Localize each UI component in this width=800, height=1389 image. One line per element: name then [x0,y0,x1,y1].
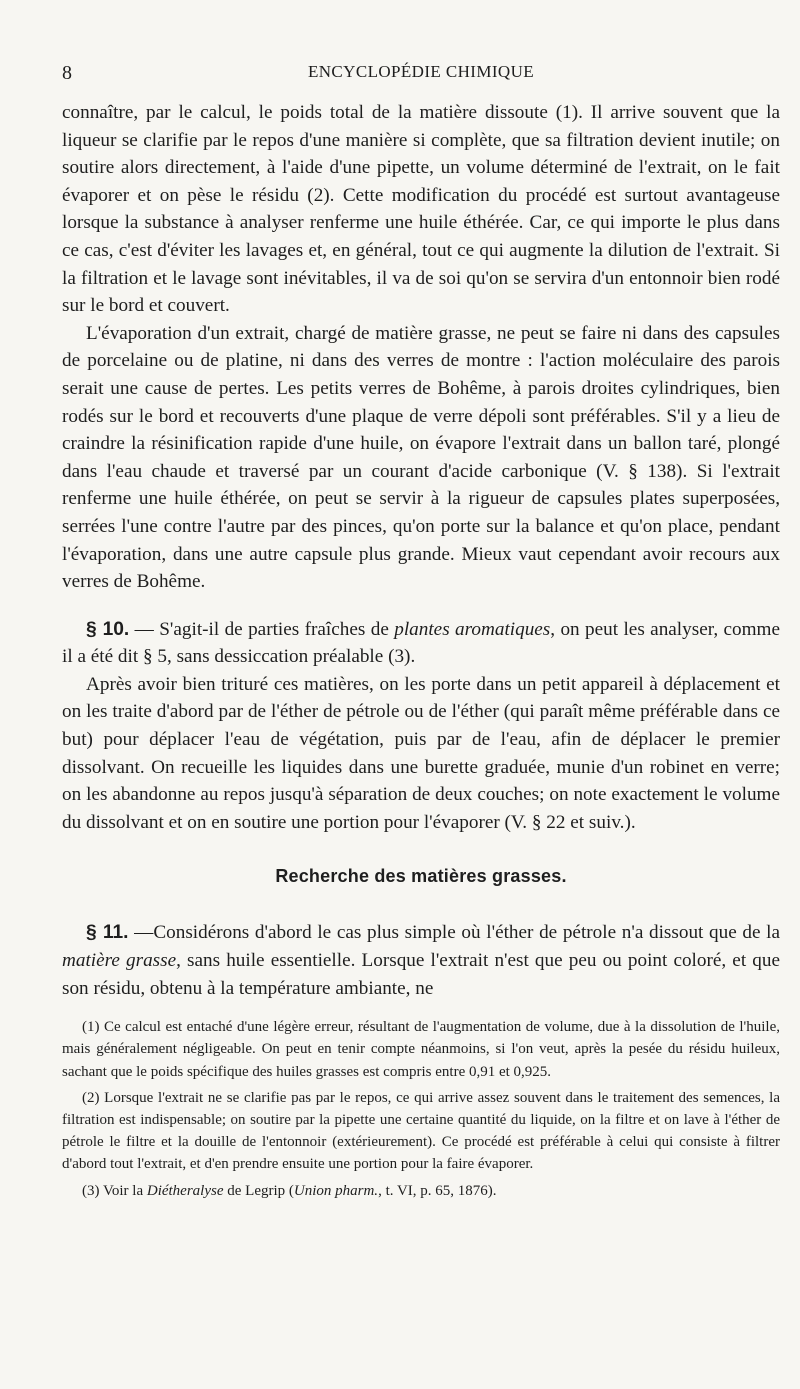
running-head: ENCYCLOPÉDIE CHIMIQUE [307,62,535,81]
section-heading: Recherche des matières grasses. [275,866,567,887]
paragraph-section-11 [62,919,780,1002]
paragraph-continuation: connaître, par le calcul, le poids total de la matière dissoute (1). Il arrive souvent que la liqueur se clarifie par le repos d'une manière si complète, que sa filtration devient inutile; on soutire alors directement, à l'aide d'une pipette, un volume déterminé de l'extrait, on le fait évaporer et on pèse le résidu (2). Cette modification du procédé est surtout avantageuse lorsque la substance à analyser renferme une huile éthérée. Car, ce qui importe le plus dans ce cas, c'est d'éviter les lavages et, en général, tout ce qui augmente la dilution de l'extrait. Si la filtration et le lavage sont inévitables, il va de soi qu'on se servira d'un entonnoir bien rodé sur le bord et couvert. [62,102,780,317]
section-number: § 10. [86,618,130,640]
text-run: , t. VI, p. 65, 1876). [378,1182,497,1199]
text-run: de Legrip ( [223,1182,294,1199]
footnotes [62,1016,780,1202]
footnote-3 [62,1180,780,1202]
italic-title: Diétheralyse [146,1182,224,1199]
italic-title: Union pharm. [293,1182,379,1199]
footnote-1: (1) Ce calcul est entaché d'une légère erreur, résultant de l'augmentation de volume, due à la dissolution de l'huile, mais généralement négligeable. On peut en tenir compte néanmoins, si l'on veut, après la pesée du résidu huileux, sachant que le poids spécifique des huiles grasses est compris entre 0,91 et 0,925. [62,1019,780,1080]
italic-term: plantes aromatiques [394,618,551,640]
paragraph-section-10 [62,616,780,671]
text-run: , on peut les analyser, comme il a été dit § 5, sans dessiccation préalable (3). [62,618,780,668]
spacer [62,596,780,616]
text-run: (3) Voir la [82,1182,147,1199]
body-text [62,99,780,1206]
text-run: —Considérons d'abord le cas plus simple où l'éther de pétrole n'a dissout que de la [128,922,780,944]
text-run: , sans huile essentielle. Lorsque l'extrait n'est que peu ou point coloré, et que son résidu, obtenu à la température ambiante, ne [62,950,780,999]
footnote-2: (2) Lorsque l'extrait ne se clarifie pas par le repos, ce qui arrive assez souvent dans le traitement des semences, la filtration est indispensable; on soutire par la pipette une certaine quantité du liquide, on la filtre et on lave à l'éther de pétrole le filtre et la douille de l'entonnoir (extérieurement). Ce procédé est préférable à celui qui consiste à filtrer d'abord tout l'extrait, et d'en prendre ensuite une portion pour la faire évaporer. [62,1089,780,1173]
page-number: 8 [62,62,72,84]
italic-term: matière grasse [62,950,177,972]
paragraph-trituration: Après avoir bien trituré ces matières, on les porte dans un petit appareil à déplacement et on les traite d'abord par de l'éther de pétrole ou de l'éther (qui paraît même préférable dans ce but) pour déplacer l'eau de végétation, puis par de l'eau, afin de déplacer le premier dissolvant. On recueille les liquides dans une burette graduée, munie d'un robinet en verre; on les abandonne au repos jusqu'à séparation de deux couches; on note exactement le volume du dissolvant et on en soutire une portion pour l'évaporer (V. § 22 et suiv.). [62,673,780,833]
text-run: — S'agit-il de parties fraîches de [129,618,395,640]
page-header [62,62,780,88]
paragraph-evaporation: L'évaporation d'un extrait, chargé de matière grasse, ne peut se faire ni dans des capsules de porcelaine ou de platine, ni dans des verres de montre : l'action moléculaire des parois serait une cause de pertes. Les petits verres de Bohême, à parois droites cylindriques, bien rodés sur le bord et recouverts d'une plaque de verre dépoli sont préférables. S'il y a lieu de craindre la résinification rapide d'une huile, on évapore l'extrait dans un ballon taré, plongé dans l'eau chaude et traversé par un courant d'acide carbonique (V. § 138). Si l'extrait renferme une huile éthérée, on peut se servir à la rigueur de capsules plates superposées, serrées l'une contre l'autre par des pinces, qu'on porte sur la balance et qu'on place, pendant l'évaporation, dans une autre capsule plus grande. Mieux vaut cependant avoir recours aux verres de Bohême. [62,322,780,593]
section-number: § 11. [86,922,129,944]
